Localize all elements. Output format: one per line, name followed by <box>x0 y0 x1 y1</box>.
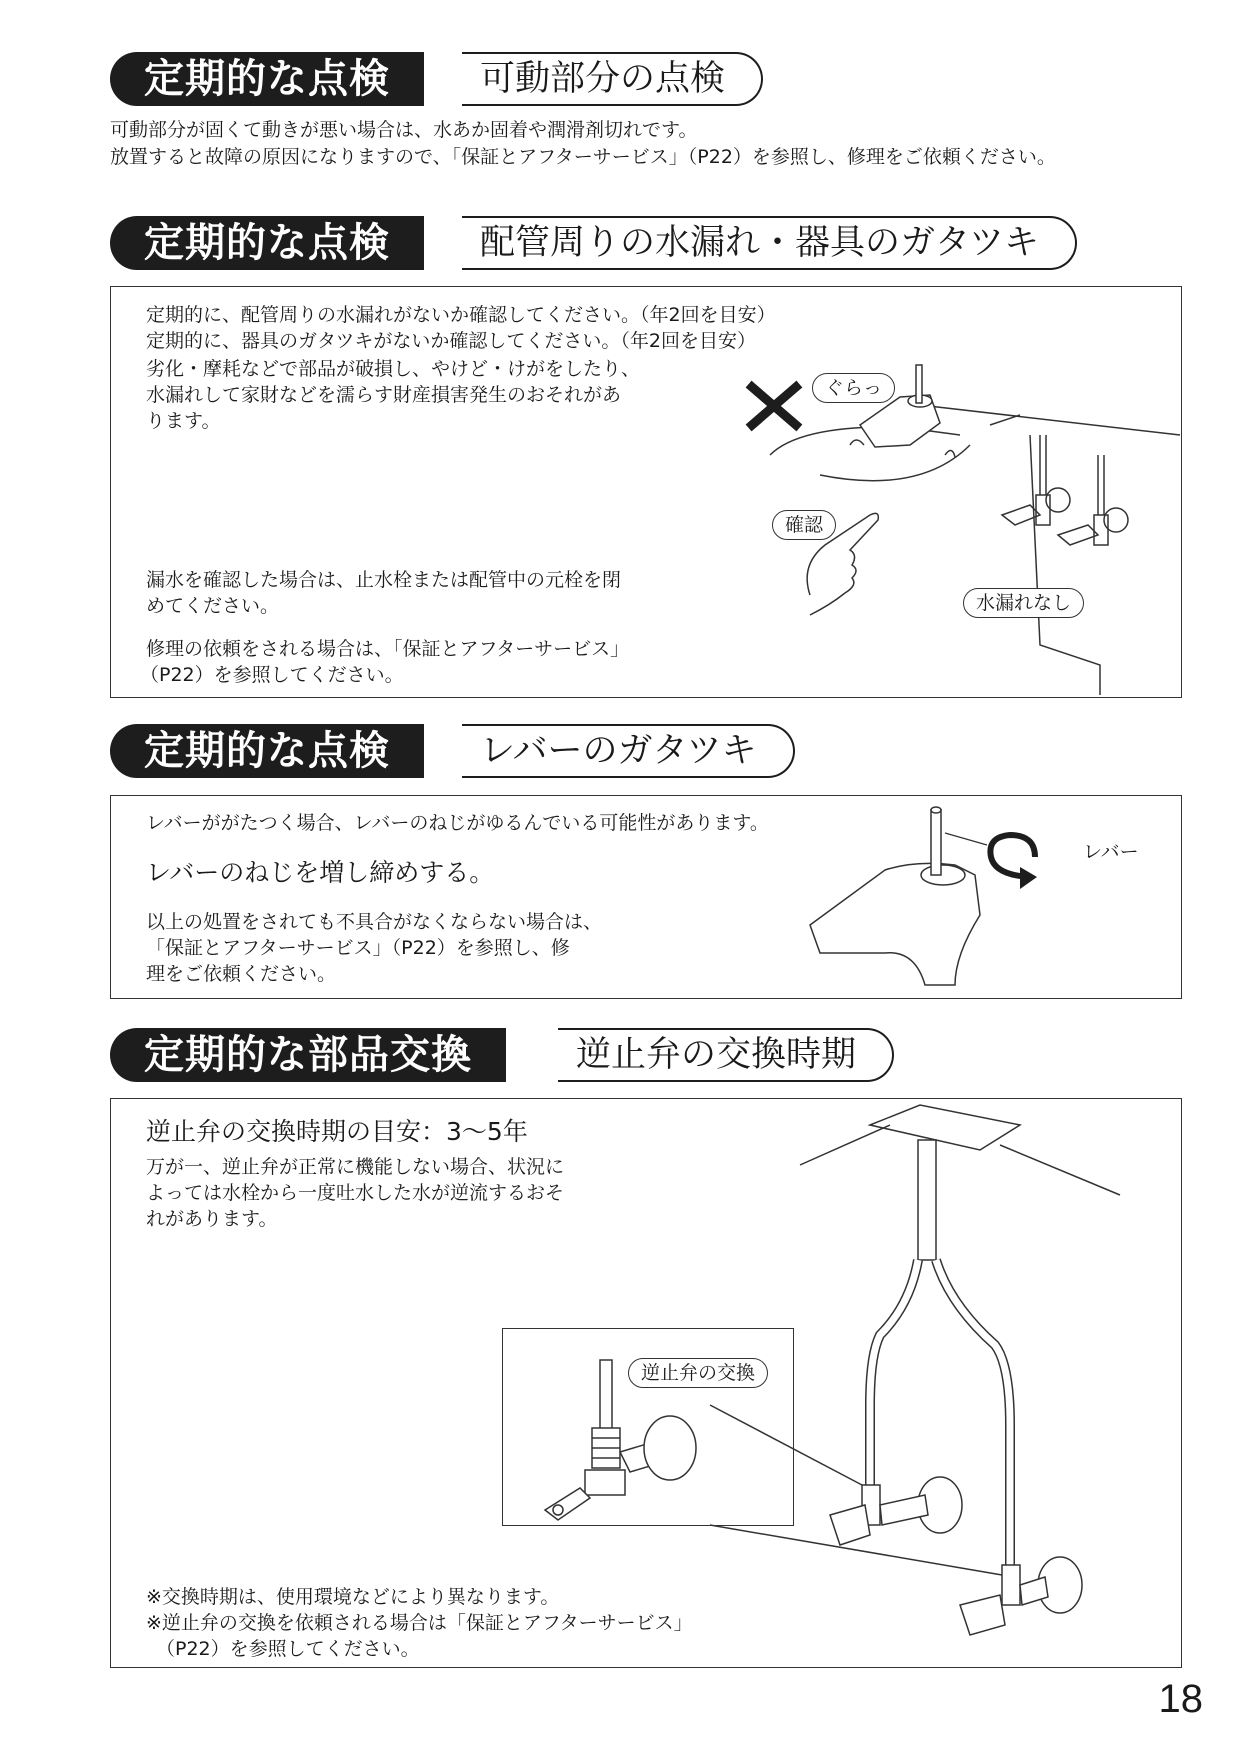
section-2-tag: 定期的な点検 <box>110 216 424 270</box>
section-2-warning-1: 劣化・摩耗などで部品が破損し、やけど・けがをしたり、 <box>146 358 641 380</box>
section-1-line-1: 可動部分が固くて動きが悪い場合は、水あか固着や潤滑剤切れです。 <box>110 119 698 141</box>
wobble-bubble: ぐらっ <box>812 373 895 403</box>
section-3-line: レバーががたつく場合、レバーのねじがゆるんでいる可能性があります。 <box>146 812 769 834</box>
section-3-tag: 定期的な点検 <box>110 724 424 778</box>
section-3-note-1: 以上の処置をされても不具合がなくならない場合は、 <box>146 911 603 933</box>
section-2-leak-2: めてください。 <box>146 595 280 617</box>
section-2-warning-2: 水漏れして家財などを濡らす財産損害発生のおそれがあ <box>146 384 622 406</box>
section-3-action: レバーのねじを増し締めする。 <box>146 858 495 887</box>
check-bubble: 確認 <box>772 510 836 540</box>
section-1-tag: 定期的な点検 <box>110 52 424 106</box>
pipework-drawing <box>800 1105 1180 1665</box>
section-4-heading: 逆止弁の交換時期の目安：3～5年 <box>146 1117 528 1146</box>
no-leak-bubble: 水漏れなし <box>963 588 1084 618</box>
section-2-repair-1: 修理の依頼をされる場合は、「保証とアフターサービス」 <box>146 638 630 660</box>
section-1-subtitle: 可動部分の点検 <box>462 52 763 106</box>
check-valve-callout: 逆止弁の交換 <box>628 1358 768 1388</box>
section-4-line-1: 万が一、逆止弁が正常に機能しない場合、状況に <box>146 1156 565 1178</box>
section-4-tag: 定期的な部品交換 <box>110 1028 506 1082</box>
section-4-subtitle: 逆止弁の交換時期 <box>558 1028 894 1082</box>
cross-icon <box>752 387 796 425</box>
pipes-drawing <box>990 415 1128 695</box>
lever-label: レバー <box>1083 841 1139 863</box>
lever-leader-line <box>945 833 987 845</box>
section-2-leak-1: 漏水を確認した場合は、止水栓または配管中の元栓を閉 <box>146 569 622 591</box>
section-4-line-3: れがあります。 <box>146 1208 278 1230</box>
section-2-subtitle: 配管周りの水漏れ・器具のガタツキ <box>462 216 1077 270</box>
section-2-line-1: 定期的に、配管周りの水漏れがないか確認してください。（年2回を目安） <box>146 304 776 326</box>
section-3-note-3: 理をご依頼ください。 <box>146 963 337 985</box>
section-2-line-2: 定期的に、器具のガタツキがないか確認してください。（年2回を目安） <box>146 330 757 352</box>
page-number: 18 <box>1158 1677 1203 1721</box>
section-1-line-2: 放置すると故障の原因になりますので、「保証とアフターサービス」（P22）を参照し、修理をご依頼ください。 <box>110 146 1056 168</box>
section-4-note-2: ※逆止弁の交換を依頼される場合は「保証とアフターサービス」 <box>146 1612 693 1634</box>
section-3-subtitle: レバーのガタツキ <box>462 724 795 778</box>
section-2-repair-2: （P22）を参照してください。 <box>140 664 404 686</box>
section-4-line-2: よっては水栓から一度吐水した水が逆流するおそ <box>146 1182 565 1204</box>
section-2-warning-3: ります。 <box>146 410 221 432</box>
section-4-note-3: （P22）を参照してください。 <box>156 1638 420 1660</box>
lever-faucet-illustration <box>805 805 1065 985</box>
rotate-arrow-icon <box>990 835 1035 877</box>
basin-outline <box>770 405 1180 481</box>
section-3-note-2: 「保証とアフターサービス」（P22）を参照し、修 <box>146 937 570 959</box>
section-4-note-1: ※交換時期は、使用環境などにより異なります。 <box>146 1586 560 1608</box>
